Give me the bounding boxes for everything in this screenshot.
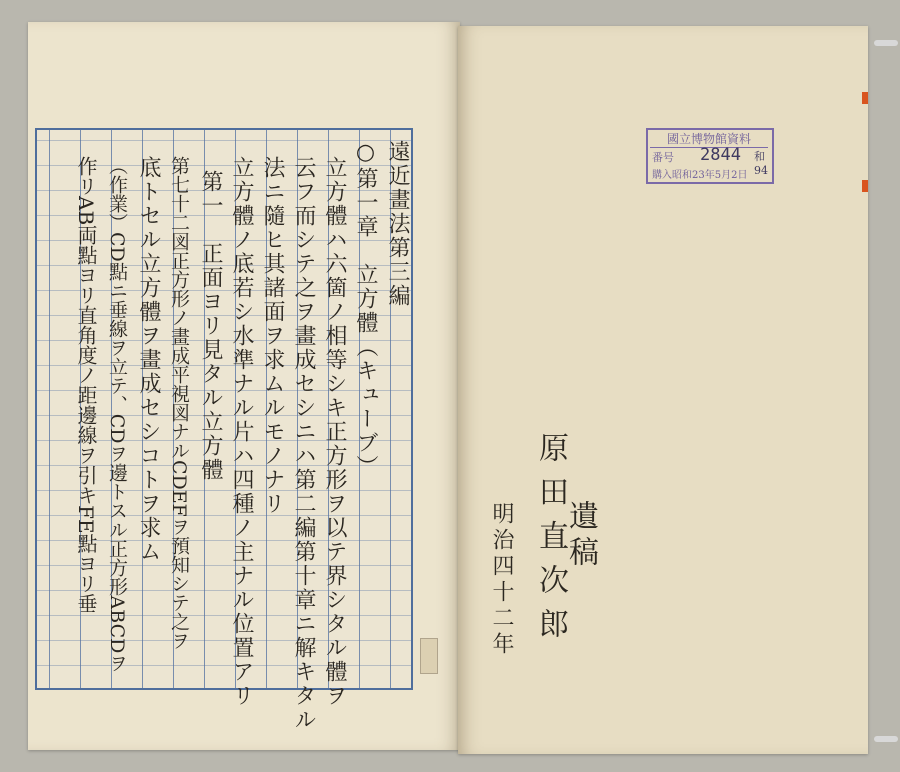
manuscript-column: 立方體ノ底若シ水準ナル片ハ四種ノ主ナル位置アリ [229, 156, 254, 708]
manuscript-column: 云フ而シテ之ヲ畫成セシニハ第二編第十章ニ解キタル [291, 156, 316, 732]
stamp-acquired: 購入昭和23年5月2日 [652, 170, 748, 181]
ribbon-marker [862, 180, 868, 192]
small-seal [420, 638, 438, 674]
manuscript-column: 法ニ隨ヒ其諸面ヲ求ムルモノナリ [260, 156, 285, 516]
work-title: 遺稿 [563, 500, 598, 572]
manuscript-column: 第一 正面ヨリ見タル立方體 [198, 170, 223, 482]
date-line: 明治四十二年 [489, 502, 514, 658]
manuscript-column: 遠近畫法第三編 [385, 140, 410, 308]
manuscript-column: 立方體ハ六箇ノ相等シキ正方形ヲ以テ界シタル體ヲ [322, 156, 347, 708]
clip [874, 40, 898, 46]
manuscript-column: （作業）CD點ニ垂線ヲ立テ、CDヲ邊トスル正方形ABCDヲ [106, 156, 128, 673]
museum-stamp [646, 128, 774, 184]
clip [874, 736, 898, 742]
manuscript-column: 底トセル立方體ヲ畫成セシコトヲ求ム [136, 156, 161, 564]
stamp-shelf: 和94 [754, 150, 768, 177]
manuscript-column: ○第一章 立方體（キューブ） [353, 140, 378, 479]
ribbon-marker [862, 92, 868, 104]
stamp-title: 國立博物館資料 [650, 131, 768, 148]
stamp-label: 番号 [652, 151, 674, 164]
manuscript-column: 第七十二図正方形ノ畫成平視図ナルCDEFヲ預知シテ之ヲ [168, 156, 190, 650]
manuscript-column: 作リAB両點ヨリ直角度ノ距邊線ヲ引キFE點ヨリ垂 [74, 156, 98, 614]
stamp-number: 2844 [700, 145, 741, 165]
author-name: 原田直次郎 [533, 432, 568, 652]
